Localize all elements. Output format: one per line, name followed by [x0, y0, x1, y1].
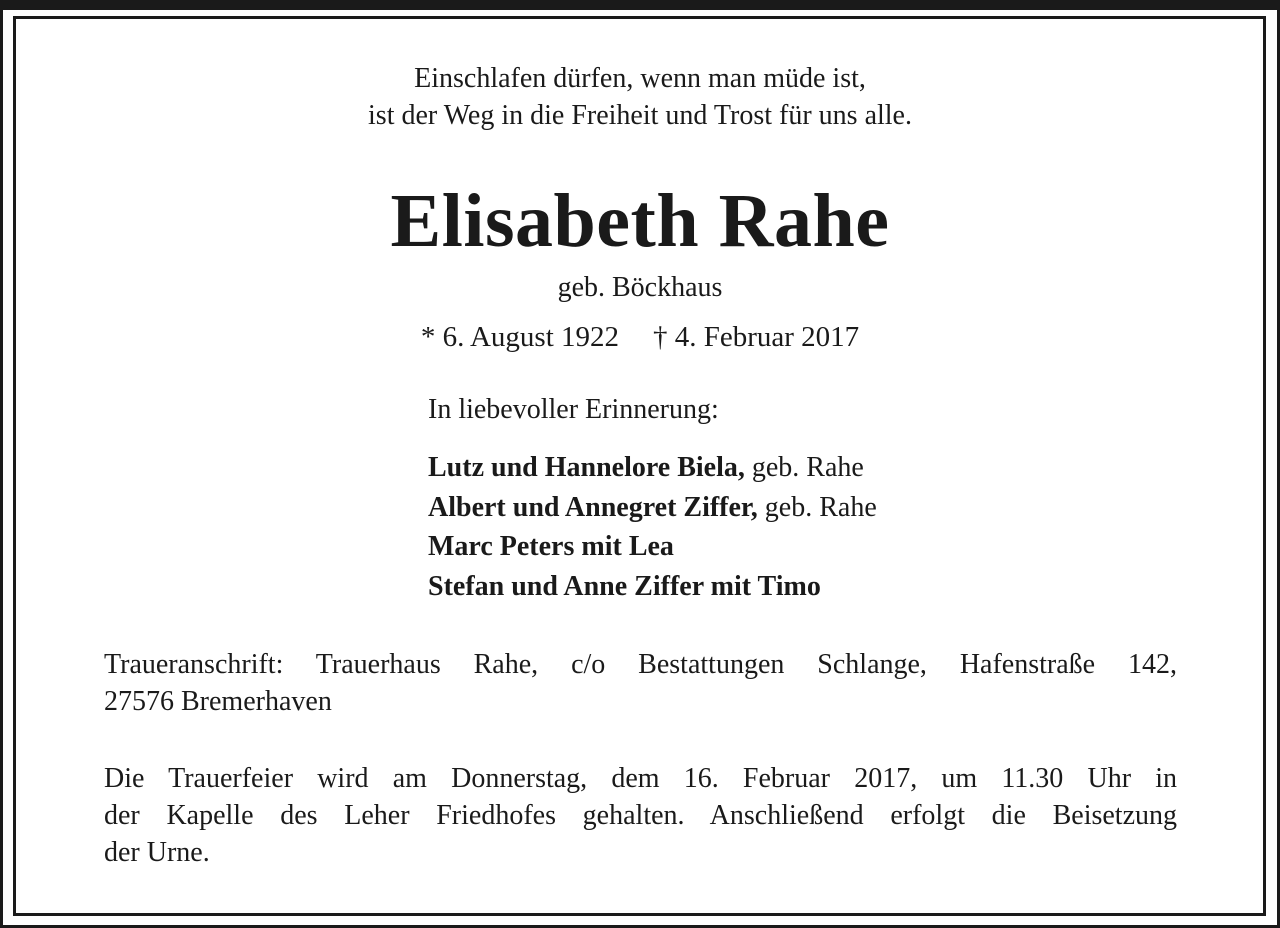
mourners-list	[428, 448, 877, 606]
mourner-suffix: geb. Rahe	[744, 452, 864, 483]
mourner-entry	[428, 488, 877, 528]
mourning-address	[104, 646, 1177, 720]
mourner-entry	[428, 448, 877, 488]
mourner-names: Albert und Annegret Ziffer,	[428, 491, 758, 523]
deceased-name: Elisabeth Rahe	[390, 179, 890, 263]
motto-line: Einschlafen dürfen, wenn man müde ist,	[414, 63, 866, 94]
ceremony-line: der Urne.	[104, 837, 210, 868]
motto	[0, 60, 1280, 134]
mourner-suffix: geb. Rahe	[757, 491, 877, 523]
ceremony-line: Die Trauerfeier wird am Donnerstag, dem 16. Februar 2017, um 11.30 Uhr in	[104, 763, 1177, 794]
memory-heading: In liebevoller Erinnerung:	[428, 394, 719, 425]
maiden-name: geb. Böckhaus	[557, 272, 723, 303]
mourner-names: Marc Peters mit Lea	[428, 531, 674, 562]
motto-line: ist der Weg in die Freiheit und Trost für uns alle.	[368, 100, 912, 131]
mourner-entry	[428, 527, 877, 567]
funeral-details	[104, 760, 1177, 871]
mourner-entry	[428, 567, 877, 607]
address-line: Traueranschrift: Trauerhaus Rahe, c/o Bestattungen Schlange, Hafenstraße 142,	[104, 649, 1177, 680]
address-line: 27576 Bremerhaven	[104, 686, 332, 717]
mourner-names: Stefan und Anne Ziffer mit Timo	[428, 570, 821, 602]
ceremony-line: der Kapelle des Leher Friedhofes gehalten. Anschließend erfolgt die Beisetzung	[104, 800, 1177, 831]
death-date: † 4. Februar 2017	[653, 321, 860, 353]
life-dates	[0, 318, 1280, 356]
birth-date: * 6. August 1922	[420, 321, 619, 353]
mourner-names: Lutz und Hannelore Biela,	[428, 452, 745, 483]
